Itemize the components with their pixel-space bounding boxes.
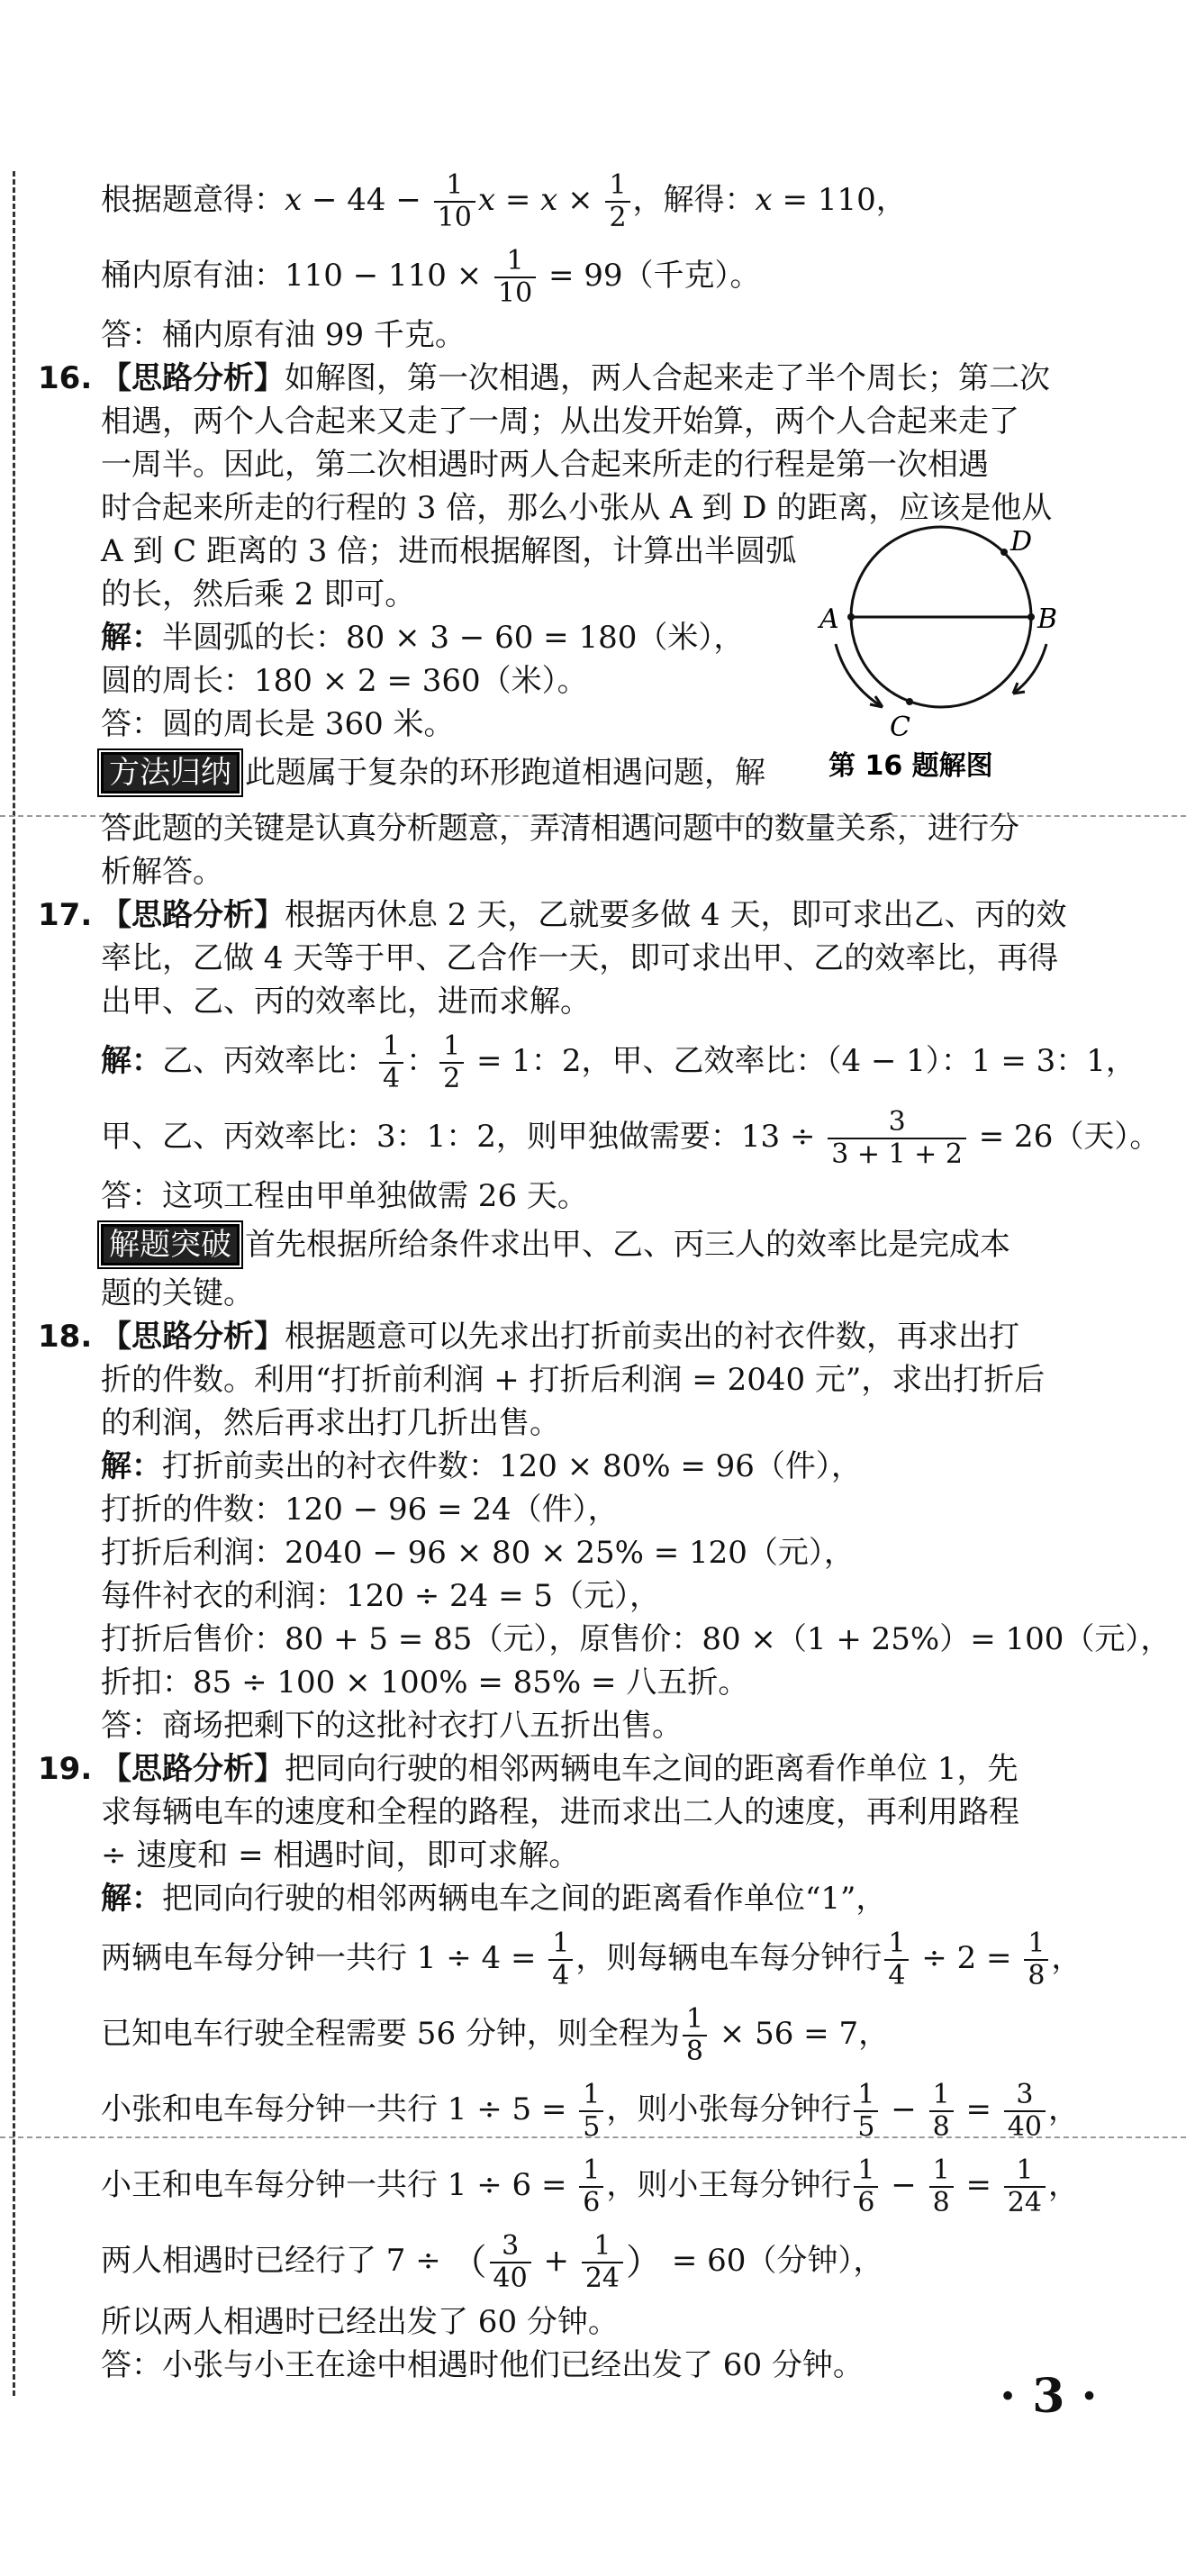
p18-answer: 答：商场把剩下的这批衬衣打八五折出售。 — [101, 1708, 683, 1744]
p19-solution-2: 两辆电车每分钟一共行 1 ÷ 4 = $\frac{1}{4}$ ，则每辆电车每分钟行 $\frac{1}{4}$ ÷ 2 = $\frac{1}{8}$ ， — [101, 1927, 1082, 1991]
fraction: $\frac{1}{5}$ — [854, 2080, 878, 2143]
p18-solution-1: 解：打折前卖出的衬衣件数：120 × 80% = 96（件）， — [101, 1448, 862, 1484]
p17-solution-2: 甲、乙、丙效率比：3：1：2，则甲独做需要：13 ÷ $\frac{3}{3 + 1 + 2}$ = 26（天）。 — [101, 1106, 1161, 1170]
method-summary-badge: 方法归纳 — [101, 752, 240, 794]
p19-answer: 答：小张与小王在途中相遇时他们已经出发了 60 分钟。 — [101, 2347, 864, 2383]
p16-solution-2: 圆的周长：180 × 2 = 360（米）。 — [101, 663, 588, 699]
p19-solution-4: 小张和电车每分钟一共行 1 ÷ 5 = $\frac{1}{5}$ ，则小张每分钟行 $\frac{1}{5}$ − $\frac{1}{8}$ = $\frac{3}{40}$ ， — [101, 2079, 1079, 2143]
p19-analysis-line-3: ÷ 速度和 = 相遇时间，即可求解。 — [101, 1837, 580, 1873]
circle-track-diagram — [792, 518, 1063, 788]
point-a — [847, 613, 855, 621]
fraction: $\frac{1}{10}$ — [494, 246, 536, 309]
answer-content — [38, 162, 1172, 2387]
fraction: $\frac{1}{8}$ — [929, 2080, 954, 2143]
p16-analysis-line-6: 的长，然后乘 2 即可。 — [101, 576, 416, 612]
label-d: D — [1010, 526, 1033, 558]
p19-solution-3: 已知电车行驶全程需要 56 分钟，则全程为 $\frac{1}{8}$ × 56 = 7， — [101, 2003, 890, 2067]
fraction: $\frac{3}{3 + 1 + 2}$ — [828, 1107, 966, 1170]
fraction: $\frac{1}{5}$ — [579, 2080, 603, 2143]
p16-method-line-3: 析解答。 — [101, 854, 223, 890]
point-c — [906, 698, 913, 705]
p18-analysis-line-3: 的利润，然后再求出打几折出售。 — [101, 1405, 560, 1441]
p18-solution-3: 打折后利润：2040 − 96 × 80 × 25% = 120（元）， — [101, 1535, 855, 1571]
binding-dashed-line — [13, 171, 15, 2396]
p15-oil-line: 桶内原有油：110 − 110 × $\frac{1}{10}$ = 99（千克）。 — [101, 245, 761, 309]
p17-analysis-line-1: 17. 【思路分析】根据丙休息 2 天，乙就要多做 4 天，即可求出乙、丙的效 — [38, 893, 1064, 937]
p18-analysis-line-1: 18. 【思路分析】根据题意可以先求出打折前卖出的衬衣件数，再求出打 — [38, 1315, 1064, 1358]
arrow-right-arc — [1013, 644, 1046, 694]
fraction: $\frac{1}{4}$ — [379, 1031, 403, 1094]
problem-number: 18. — [38, 1319, 93, 1355]
p18-analysis-line-2: 折的件数。利用“打折前利润 + 打折后利润 = 2040 元”，求出打折后 — [101, 1362, 1046, 1398]
fraction: $\frac{3}{40}$ — [1004, 2080, 1046, 2143]
p16-analysis-line-5: A 到 C 距离的 3 倍；进而根据解图，计算出半圆弧 — [101, 533, 797, 569]
p16-analysis-line-2: 相遇，两个人合起来又走了一周；从出发开始算，两个人合起来走了 — [101, 404, 1019, 440]
problem-number: 16. — [38, 360, 93, 396]
figure-caption: 第 16 题解图 — [828, 750, 993, 782]
point-b — [1028, 613, 1035, 621]
p19-analysis-line-1: 19. 【思路分析】把同向行驶的相邻两辆电车之间的距离看作单位 1，先 — [38, 1747, 1064, 1791]
p16-method-line-1: 方法归纳 此题属于复杂的环形跑道相遇问题，解 — [38, 751, 1064, 794]
p18-solution-2: 打折的件数：120 − 96 = 24（件）， — [101, 1492, 619, 1528]
label-a: A — [819, 603, 839, 635]
p15-answer: 答：桶内原有油 99 千克。 — [101, 317, 466, 353]
p16-analysis-line-1: 16. 【思路分析】如解图，第一次相遇，两人合起来走了半个周长；第二次 — [38, 357, 1064, 400]
fraction: $\frac{1}{8}$ — [1024, 1928, 1048, 1991]
fraction: $\frac{1}{6}$ — [854, 2155, 878, 2218]
p16-answer: 答：圆的周长是 360 米。 — [101, 706, 455, 742]
p17-breakthrough-line-1: 解题突破 首先根据所给条件求出甲、乙、丙三人的效率比是完成本 — [38, 1223, 1064, 1266]
p17-solution-1: 解：乙、丙效率比： $\frac{1}{4}$ ： $\frac{1}{2}$ = 1：2，甲、乙效率比：（4 − 1）：1 = 3：1， — [101, 1030, 1136, 1094]
fraction: $\frac{1}{4}$ — [548, 1928, 573, 1991]
label-b: B — [1037, 603, 1058, 635]
p19-solution-7: 所以两人相遇时已经出发了 60 分钟。 — [101, 2304, 619, 2340]
p18-solution-6: 折扣：85 ÷ 100 × 100% = 85% = 八五折。 — [101, 1664, 749, 1701]
p16-analysis-line-4: 时合起来所走的行程的 3 倍，那么小张从 A 到 D 的距离，应该是他从 — [101, 490, 1053, 526]
fraction: $\frac{1}{8}$ — [683, 2004, 707, 2067]
fraction: $\frac{1}{24}$ — [1004, 2155, 1046, 2218]
p16-method-line-2: 答此题的关键是认真分析题意，弄清相遇问题中的数量关系，进行分 — [101, 811, 1019, 847]
p19-solution-6: 两人相遇时已经行了 7 ÷ （ $\frac{3}{40}$ + $\frac{1}{24}$ ） = 60（分钟）， — [101, 2230, 884, 2294]
p16-solution-1: 解：半圆弧的长：80 × 3 − 60 = 180（米）， — [101, 620, 745, 656]
p19-analysis-line-2: 求每辆电车的速度和全程的路程，进而求出二人的速度，再利用路程 — [101, 1794, 1019, 1830]
page-number: · 3 · — [1000, 2369, 1098, 2424]
solution-breakthrough-badge: 解题突破 — [101, 1224, 240, 1265]
p18-solution-4: 每件衬衣的利润：120 ÷ 24 = 5（元）， — [101, 1578, 660, 1614]
fraction: $\frac{1}{24}$ — [582, 2231, 623, 2294]
problem-number: 19. — [38, 1751, 93, 1787]
problem-number: 17. — [38, 897, 93, 933]
point-d — [1000, 549, 1008, 556]
p15-equation-line: 根据题意得：x − 44 − $\frac{1}{10}$ x = x × $\frac{1}{2}$ ，解得：x = 110， — [101, 169, 907, 233]
label-c: C — [890, 712, 910, 743]
p18-solution-5: 打折后售价：80 + 5 = 85（元），原售价：80 ×（1 + 25%）= 100（元）， — [101, 1621, 1172, 1657]
p17-breakthrough-line-2: 题的关键。 — [101, 1275, 254, 1311]
fraction: $\frac{3}{40}$ — [490, 2231, 531, 2294]
fraction: $\frac{1}{8}$ — [929, 2155, 954, 2218]
p17-answer: 答：这项工程由甲单独做需 26 天。 — [101, 1178, 588, 1214]
fraction: $\frac{1}{2}$ — [605, 170, 629, 233]
p16-analysis-line-3: 一周半。因此，第二次相遇时两人合起来所走的行程是第一次相遇 — [101, 447, 989, 483]
p17-analysis-line-2: 率比，乙做 4 天等于甲、乙合作一天，即可求出甲、乙的效率比，再得 — [101, 940, 1059, 976]
fraction: $\frac{1}{4}$ — [884, 1928, 909, 1991]
p19-solution-1: 解：把同向行驶的相邻两辆电车之间的距离看作单位“1”， — [101, 1881, 887, 1917]
fraction: $\frac{1}{6}$ — [579, 2155, 603, 2218]
p17-analysis-line-3: 出甲、乙、丙的效率比，进而求解。 — [101, 984, 591, 1020]
fraction: $\frac{1}{10}$ — [434, 170, 475, 233]
p19-solution-5: 小王和电车每分钟一共行 1 ÷ 6 = $\frac{1}{6}$ ，则小王每分钟行 $\frac{1}{6}$ − $\frac{1}{8}$ = $\frac{1}{24}$ ， — [101, 2154, 1079, 2218]
fraction: $\frac{1}{2}$ — [439, 1031, 464, 1094]
